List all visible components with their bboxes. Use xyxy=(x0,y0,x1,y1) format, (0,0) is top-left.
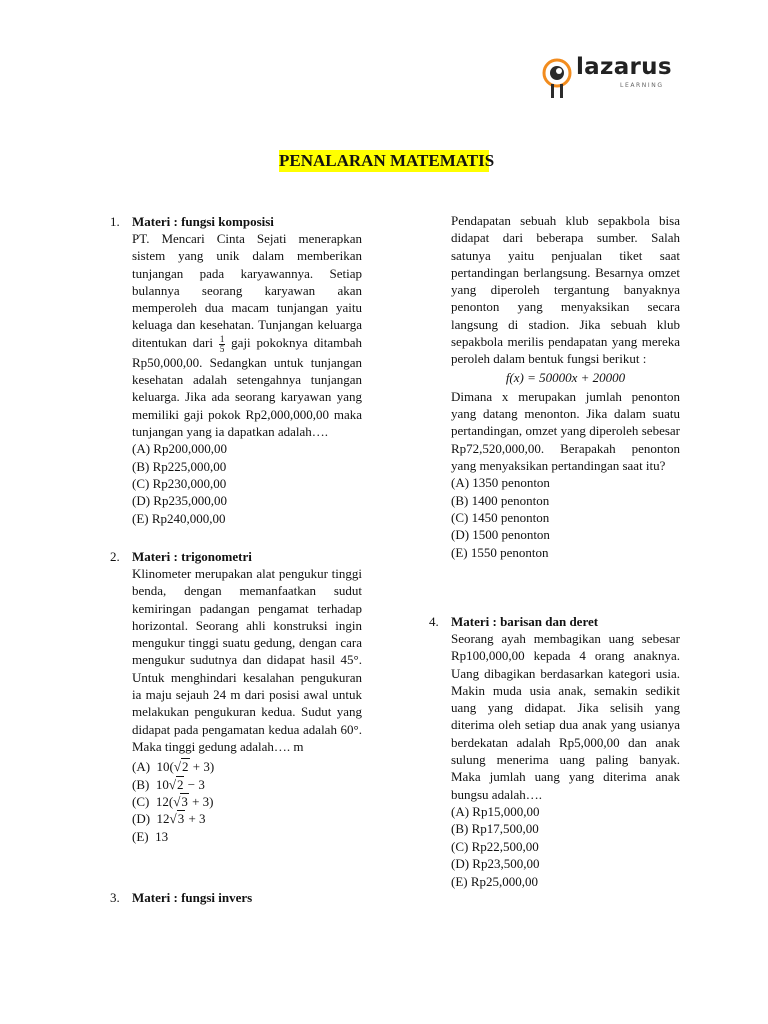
question-text-part: gaji pokoknya ditambah Rp50,000,00. Sedangkan untuk tunjangan kesehatan adalah setengahnya tunjangan keluarga. Jika ada seorang karyawan yang memiliki gaji pokok Rp2,000,000,00 maka tunjangan yang ia dapatkan adalah…. xyxy=(132,334,363,439)
question-text: Klinometer merupakan alat pengukur tinggi benda, dengan memanfaatkan sudut kemiringan padangan pengamat terhadap horizontal. Seorang ahli konstruksi ingin mengukur tinggi suatu gedung, dengan cara mengukur sudutnya dan didapat hasil 45°. Untuk menghindari kesalahan pengukuran ia maju sejauh 24 m dari posisi awal untuk melakukan pengukuran kedua. Sudut yang didapat pada pengamatan kedua adalah 60°. Maka tinggi gedung adalah…. m xyxy=(132,566,362,754)
option-text: + 3) xyxy=(189,759,215,775)
option-d[interactable]: (D) 12√3 + 3 xyxy=(132,811,206,827)
question-heading: Materi : fungsi komposisi xyxy=(132,214,274,229)
answer-options xyxy=(132,440,362,527)
question-number: 3. xyxy=(110,890,120,905)
option-text: 10( xyxy=(156,759,174,775)
question-number: 1. xyxy=(110,214,120,229)
option-c[interactable]: (C) 12(√3 + 3) xyxy=(132,794,214,810)
option-a[interactable]: (A) Rp200,000,00 xyxy=(132,441,227,457)
option-e[interactable]: (E) 1550 penonton xyxy=(451,544,549,560)
brand-subtitle: LEARNING xyxy=(620,82,664,89)
option-text: 12( xyxy=(155,794,174,810)
option-c[interactable]: (C) Rp230,000,00 xyxy=(132,476,227,492)
option-a[interactable]: (A) Rp15,000,00 xyxy=(451,803,540,819)
question-4 xyxy=(429,613,680,890)
option-e[interactable]: (E) Rp240,000,00 xyxy=(132,510,226,526)
lazarus-logo-icon xyxy=(542,56,576,100)
question-number: 4. xyxy=(429,614,439,629)
option-text: + 3 xyxy=(185,811,206,827)
option-text: 12 xyxy=(156,811,170,827)
formula: f(x) = 50000x + 20000 xyxy=(505,369,626,385)
page-title: PENALARAN MATEMATIS xyxy=(279,151,495,170)
option-d[interactable]: (D) 1500 penonton xyxy=(451,527,550,543)
option-c[interactable]: (C) Rp22,500,00 xyxy=(451,838,539,854)
option-text: 10 xyxy=(155,776,169,792)
option-e[interactable]: (E) Rp25,000,00 xyxy=(451,873,539,889)
answer-options xyxy=(451,803,680,890)
question-text xyxy=(132,230,362,440)
question-2 xyxy=(110,548,362,845)
answer-options xyxy=(132,758,362,845)
question-text: Seorang ayah membagikan uang sebesar Rp100,000,00 kepada 4 orang anaknya. Uang dibagikan berdasarkan kategori usia. Makin muda usia anak, semakin sedikit uang yang didapat. Jika selisih yang diterima oleh setiap dua anak yang usianya berdekatan adalah Rp5,000,00 dan anak sulung menerima uang paling banyak. Maka jumlah uang yang diterima anak bungsu adalah…. xyxy=(451,631,680,802)
radicand: 2 xyxy=(176,776,184,792)
option-b[interactable]: (B) Rp17,500,00 xyxy=(451,821,539,837)
question-text: Dimana x merupakan jumlah penonton yang datang menonton. Jika dalam suatu pertandingan, omzet yang diperoleh sebesar Rp72,520,000,00. Berapakah penonton yang menyaksikan pertandingan saat itu? xyxy=(451,388,680,473)
option-c[interactable]: (C) 1450 penonton xyxy=(451,509,550,525)
option-d[interactable]: (D) Rp235,000,00 xyxy=(132,493,227,509)
option-a[interactable]: (A) 1350 penonton xyxy=(451,475,550,491)
option-text: + 3) xyxy=(188,794,214,810)
fraction-denominator: 5 xyxy=(219,343,225,354)
option-a[interactable]: (A) 10(√2 + 3) xyxy=(132,759,215,775)
question-heading: Materi : barisan dan deret xyxy=(451,614,599,629)
radicand: 3 xyxy=(177,811,185,827)
question-heading: Materi : fungsi invers xyxy=(132,890,253,905)
question-1 xyxy=(110,213,363,527)
option-label: (E) xyxy=(132,828,149,844)
option-b[interactable]: (B) 10√2 − 3 xyxy=(132,776,205,792)
question-text: Pendapatan sebuah klub sepakbola bisa didapat dari beberapa sumber. Salah satunya yaitu penjualan tiket saat pertandingan berlangsung. Besarnya omzet yang diperoleh tergantung banyaknya penonton yang menyaksikan secara langsung di stadion. Jika sebuah klub sepakbola merilis pendapatan yang mereka peroleh dalam bentuk fungsi berikut : xyxy=(451,213,680,367)
question-heading: Materi : trigonometri xyxy=(132,549,252,564)
option-label: (C) xyxy=(132,794,150,810)
option-label: (B) xyxy=(132,776,150,792)
option-b[interactable]: (B) Rp225,000,00 xyxy=(132,458,227,474)
option-e[interactable] xyxy=(132,828,362,845)
option-label: (A) xyxy=(132,759,151,775)
fraction xyxy=(219,335,226,354)
option-text: 13 xyxy=(155,828,169,844)
question-number: 2. xyxy=(110,549,120,564)
question-3-heading xyxy=(110,889,362,906)
question-text-part: PT. Mencari Cinta Sejati menerapkan sistem yang unik dalam memberikan tunjangan pada karyawannya. Setiap bulannya seorang karyawan akan memperoleh dua macam tunjangan yaitu keluaga dan kesehatan. Tunjangan keluarga ditentukan dari xyxy=(132,231,362,350)
brand-name: lazarus xyxy=(576,54,672,80)
radicand: 3 xyxy=(181,794,188,810)
question-3-body xyxy=(451,212,680,561)
fraction-numerator: 1 xyxy=(219,333,225,344)
option-d[interactable]: (D) Rp23,500,00 xyxy=(451,856,540,872)
lazarus-logo xyxy=(542,56,682,100)
option-label: (D) xyxy=(132,811,151,827)
radicand: 2 xyxy=(182,759,189,775)
answer-options xyxy=(451,474,680,561)
option-text: − 3 xyxy=(184,776,205,792)
option-b[interactable]: (B) 1400 penonton xyxy=(451,492,550,508)
